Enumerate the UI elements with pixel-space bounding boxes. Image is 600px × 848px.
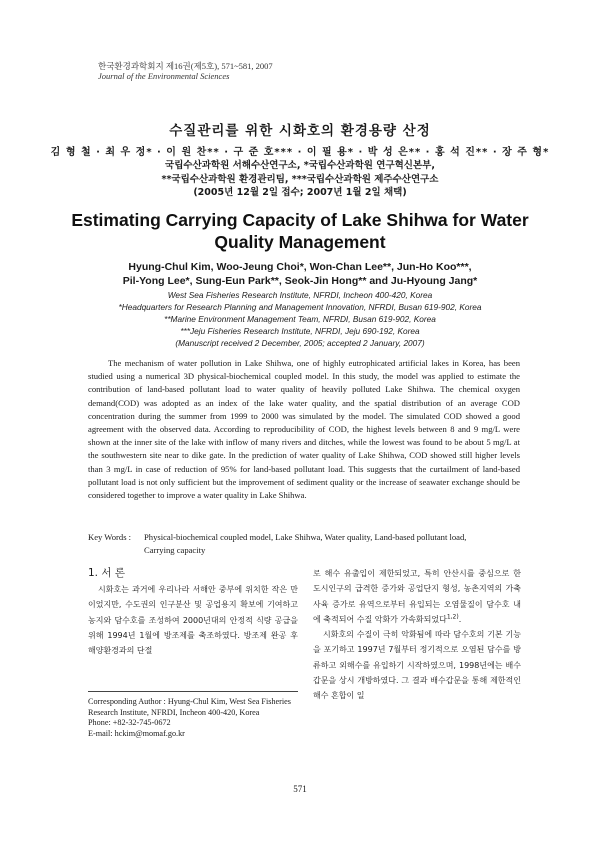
korean-title: 수질관리를 위한 시화호의 환경용량 산정 <box>169 123 431 139</box>
korean-authors: 김 형 철 · 최 우 정* · 이 원 찬** · 구 준 호*** · 이 필 용* · 박 성 은** · 홍 석 진** · 장 주 형* <box>50 147 550 158</box>
intro-paragraph-2: 시화호의 수질이 극히 악화됨에 따라 담수호의 기본 기능을 포기하고 1997년 7월부터 정기적으로 오염된 담수를 방류하고 외해수를 유입하기 시작하였으며, 1998년에는 배수갑문을 상시 개방하였다. 그 결과 배수갑문을 통해 제한적인 해수 혼합이 일 <box>313 630 521 701</box>
intro-paragraph-1-text: 로 해수 유출입이 제한되었고, 특히 안산시를 중심으로 한 도시인구의 급격한 증가와 공업단지 형성, 농촌지역의 가축사육 증가로 유역으로부터 유입되는 오염물질이 담수호 내에 축적되어 수질 악화가 가속화되었다 <box>313 569 521 624</box>
footnote-line-4: E-mail: hckim@momaf.go.kr <box>88 728 185 738</box>
korean-affiliation-1: 국립수산과학원 서해수산연구소, *국립수산과학원 연구혁신본부, <box>165 160 435 171</box>
keywords-line-2: Carrying capacity <box>144 545 206 555</box>
english-title-line-2: Quality Management <box>214 232 386 252</box>
footnote-line-2: Research Institute, NFRDI, Incheon 400-420, Korea <box>88 707 260 717</box>
english-authors-line-1: Hyung-Chul Kim, Woo-Jeung Choi*, Won-Chan Lee**, Jun-Ho Koo***, <box>128 261 472 273</box>
footnote-line-3: Phone: +82-32-745-0672 <box>88 718 171 727</box>
journal-citation-korean: 한국환경과학회지 제16권(제5호), 571~581, 2007 <box>98 61 273 71</box>
english-affiliation-1: West Sea Fisheries Research Institute, NFRDI, Incheon 400-420, Korea <box>167 290 433 300</box>
korean-affiliation-2: **국립수산과학원 환경관리팀, ***국립수산과학원 제주수산연구소 <box>161 174 439 185</box>
page-number: 571 <box>293 784 307 794</box>
intro-paragraph-1: 시화호는 과거에 우리나라 서해안 중부에 위치한 작은 만이었지만, 수도권의 인구분산 및 공업용지 확보에 기여하고 농지와 담수호를 조성하여 2000년대의 안정적 식량 공급을 위해 1994년 1월에 방조제를 축조하였다. 방조제 완공 후 해양환경과의 단절 <box>88 585 298 656</box>
section-heading-introduction: 1. 서 론 <box>88 567 125 579</box>
keywords-line-1: Physical-biochemical coupled model, Lake Shihwa, Water quality, Land-based pollutant load, <box>144 532 467 542</box>
intro-paragraph-1-end: . <box>458 614 462 624</box>
journal-name-english: Journal of the Environmental Sciences <box>98 71 230 81</box>
english-authors-line-2: Pil-Yong Lee*, Sung-Eun Park**, Seok-Jin Hong** and Ju-Hyoung Jang* <box>122 275 478 287</box>
corresponding-author-footnote <box>88 697 300 739</box>
english-authors <box>0 260 600 288</box>
english-received-date: (Manuscript received 2 December, 2005; accepted 2 January, 2007) <box>175 338 425 348</box>
korean-received-date: (2005년 12월 2일 접수; 2007년 1월 2일 채택) <box>193 187 407 198</box>
body-column-left <box>88 566 298 658</box>
footnote-divider <box>88 691 298 692</box>
english-title-line-1: Estimating Carrying Capacity of Lake Shihwa for Water <box>71 210 529 230</box>
footnote-line-1: Corresponding Author : Hyung-Chul Kim, West Sea Fisheries <box>88 697 291 706</box>
english-affiliation-2: *Headquarters for Research Planning and Management Innovation, NFRDI, Busan 619-902, Korea <box>118 302 482 312</box>
body-column-right <box>313 566 521 704</box>
keywords-label: Key Words : <box>88 532 132 542</box>
english-affiliation-4: ***Jeju Fisheries Research Institute, NFRDI, Jeju 690-192, Korea <box>180 326 420 336</box>
english-affiliation-3: **Marine Environment Management Team, NFRDI, Busan 619-902, Korea <box>164 314 436 324</box>
keywords <box>88 531 520 557</box>
english-title <box>0 209 600 253</box>
abstract: The mechanism of water pollution in Lake Shihwa, one of highly eutrophicated artificial lakes in Korea, has been studied using a numerical 3D physical-biochemical coupled model. In this study, the model was applied to estimate the contribution of land-based pollutant load to water quality of heavily polluted Lake Shihwa. The chemical oxygen demand(COD) was adopted as an index of the lake water quality, and the spatial distribution of an average COD concentration during the summer from 1999 to 2000 was simulated by the model. The simulated COD showed a good agreement with the observed data. According to reproducibility of COD, the highest levels between 8 and 9 mg/L were shown at the inner site of the lake with inflow of many rivers and ditches, while the lowest was found to be about 5 mg/L at the southwestern site near to dike gate. In the prediction of water quality of Lake Shihwa, COD showed still higher levels than 3 mg/L in case of reduction of 95% for land-based pollutant load. This suggests that the curtailment of land-based pollutant load is not only sufficient but the improvement of sediment quality or the increase of seawater exchange should be considered together to improve a water quality in Lake Shihwa. <box>88 358 520 501</box>
intro-paragraph-1-continued <box>313 566 521 627</box>
citation-reference: 1,2) <box>446 613 459 621</box>
